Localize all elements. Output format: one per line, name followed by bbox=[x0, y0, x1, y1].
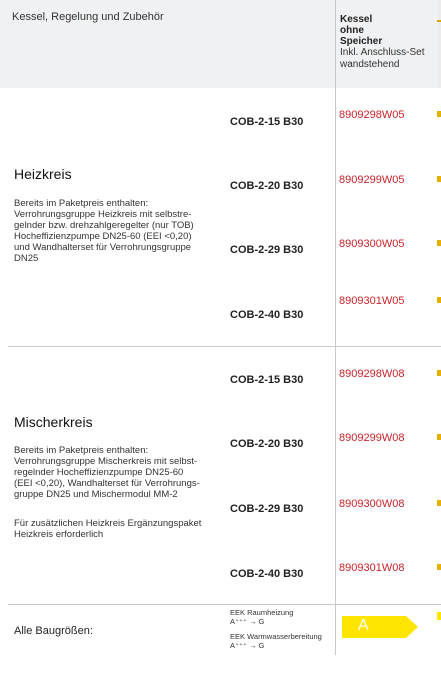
heizkreis-code-1[interactable]: 8909298W05 bbox=[339, 109, 405, 121]
header-col-title-3: Speicher bbox=[340, 36, 383, 47]
heizkreis-desc-line-1: Bereits im Paketpreis enthalten: bbox=[14, 198, 149, 209]
mischerkreis-model-3: COB-2-29 B30 bbox=[230, 503, 304, 515]
mischerkreis-title: Mischerkreis bbox=[14, 414, 93, 430]
heizkreis-description bbox=[14, 198, 224, 264]
heizkreis-model-3: COB-2-29 B30 bbox=[230, 244, 304, 256]
eek-water-label: EEK Warmwasserbereitung bbox=[230, 632, 322, 641]
next-column-mark bbox=[437, 370, 441, 376]
mischerkreis-desc-line-5: gruppe DN25 und Mischermodul MM-2 bbox=[14, 489, 178, 500]
next-column-mark bbox=[437, 500, 441, 506]
heizkreis-desc-line-4: Hocheffizienzpumpe DN25-60 (EEI <0,20) bbox=[14, 231, 192, 242]
mischerkreis-desc-line-3: regelnder Hocheffizienzpumpe DN25-60 bbox=[14, 467, 184, 478]
next-column-mark bbox=[437, 111, 441, 117]
column-divider-mischerkreis bbox=[335, 347, 336, 604]
mischerkreis-description bbox=[14, 445, 224, 500]
mischerkreis-desc-line-2: Verrohrungsgruppe Mischerkreis mit selbst- bbox=[14, 456, 198, 467]
energy-class-arrow-icon bbox=[342, 616, 418, 638]
footer-all-sizes-label: Alle Baugrößen: bbox=[14, 625, 93, 637]
table-header bbox=[0, 0, 441, 88]
mischerkreis-code-2[interactable]: 8909299W08 bbox=[339, 432, 405, 444]
next-column-energy-mark bbox=[437, 612, 441, 620]
next-column-mark bbox=[437, 240, 441, 246]
heizkreis-model-4: COB-2-40 B30 bbox=[230, 309, 304, 321]
heizkreis-desc-line-6: DN25 bbox=[14, 253, 39, 264]
header-col-title-2: ohne bbox=[340, 25, 364, 36]
heizkreis-model-2: COB-2-20 B30 bbox=[230, 180, 304, 192]
next-column-mark bbox=[437, 564, 441, 570]
mischerkreis-model-4: COB-2-40 B30 bbox=[230, 568, 304, 580]
column-divider-heizkreis bbox=[335, 88, 336, 346]
header-column-kessel bbox=[335, 0, 441, 88]
eek-heating-range: A⁺⁺⁺ → G bbox=[230, 617, 265, 626]
eek-heating-label: EEK Raumheizung bbox=[230, 608, 294, 617]
mischerkreis-code-1[interactable]: 8909298W08 bbox=[339, 368, 405, 380]
eek-water-range: A⁺⁺⁺ → G bbox=[230, 641, 265, 650]
energy-class-letter: A bbox=[358, 617, 369, 634]
section-divider bbox=[8, 346, 441, 347]
mischerkreis-note bbox=[14, 518, 224, 540]
mischerkreis-desc-line-4: (EEI <0,20), Wandhalterset für Verrohrungs- bbox=[14, 478, 200, 489]
eek-water bbox=[230, 632, 322, 650]
header-left-title: Kessel, Regelung und Zubehör bbox=[12, 11, 164, 23]
next-column-mark bbox=[437, 176, 441, 182]
mischerkreis-model-1: COB-2-15 B30 bbox=[230, 374, 304, 386]
heizkreis-model-1: COB-2-15 B30 bbox=[230, 116, 304, 128]
header-col-note-2: wandstehend bbox=[340, 59, 400, 70]
heizkreis-code-4[interactable]: 8909301W05 bbox=[339, 295, 405, 307]
heizkreis-desc-line-3: gelnder bzw. drehzahlgeregelter (nur TOB) bbox=[14, 220, 194, 231]
mischerkreis-desc-line-1: Bereits im Paketpreis enthalten: bbox=[14, 445, 149, 456]
mischerkreis-model-2: COB-2-20 B30 bbox=[230, 438, 304, 450]
column-divider-footer bbox=[335, 605, 336, 655]
heizkreis-code-3[interactable]: 8909300W05 bbox=[339, 238, 405, 250]
header-col-title-1: Kessel bbox=[340, 14, 373, 25]
mischerkreis-code-3[interactable]: 8909300W08 bbox=[339, 498, 405, 510]
heizkreis-desc-line-2: Verrohrungsgruppe Heizkreis mit selbstre- bbox=[14, 209, 192, 220]
mischerkreis-note-line-2: Heizkreis erforderlich bbox=[14, 529, 104, 540]
header-col-note-1: Inkl. Anschluss-Set bbox=[340, 47, 425, 58]
heizkreis-title: Heizkreis bbox=[14, 166, 72, 182]
next-column-mark bbox=[437, 297, 441, 303]
mischerkreis-code-4[interactable]: 8909301W08 bbox=[339, 562, 405, 574]
heizkreis-code-2[interactable]: 8909299W05 bbox=[339, 174, 405, 186]
next-column-accent bbox=[437, 20, 441, 22]
heizkreis-desc-line-5: und Wandhalterset für Verrohrungsgruppe bbox=[14, 242, 192, 253]
next-column-mark bbox=[437, 434, 441, 440]
eek-heating bbox=[230, 608, 293, 626]
footer-divider bbox=[8, 604, 441, 605]
mischerkreis-note-line-1: Für zusätzlichen Heizkreis Ergänzungspaket bbox=[14, 518, 202, 529]
